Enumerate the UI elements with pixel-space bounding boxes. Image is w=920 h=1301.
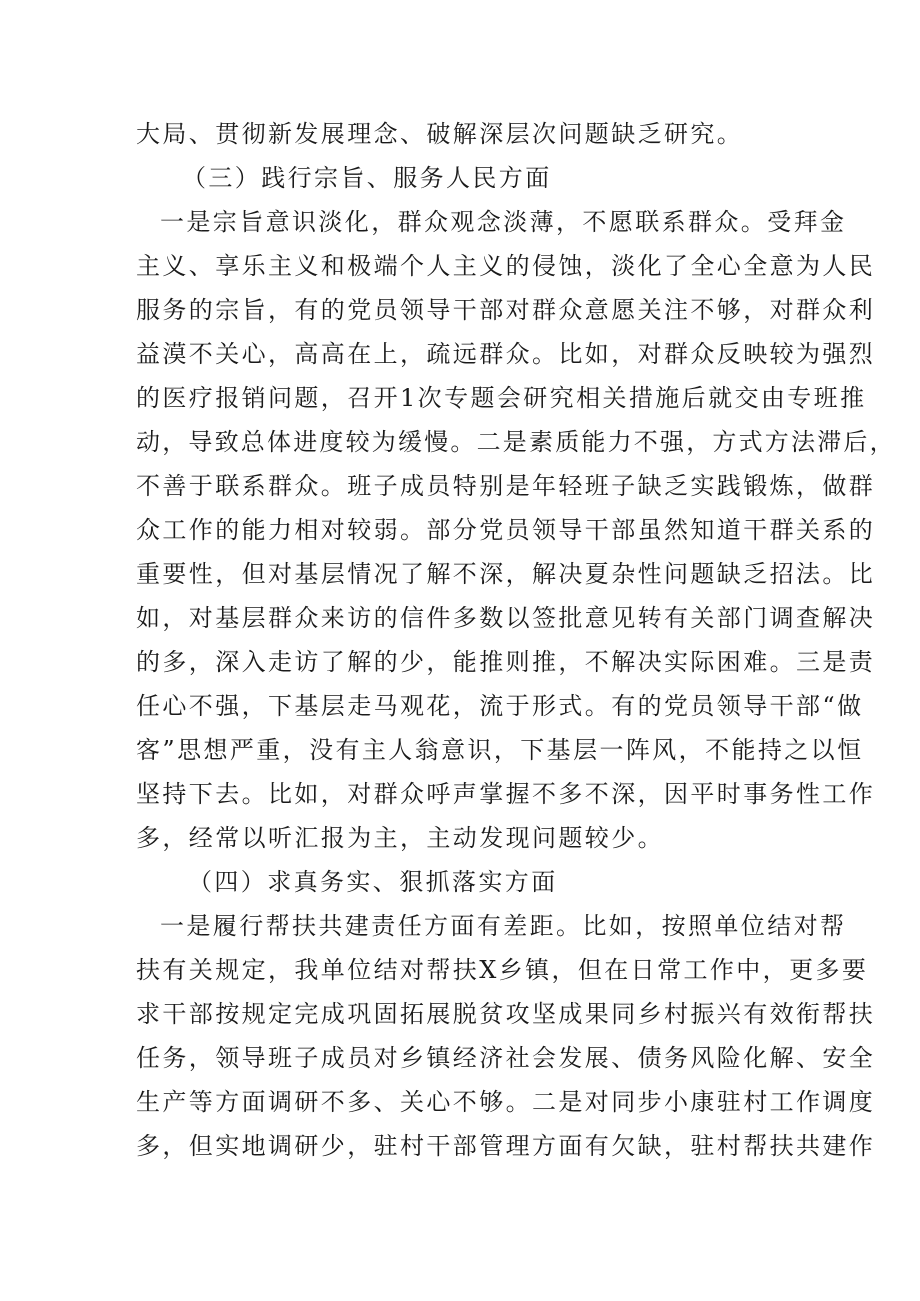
text-line: 生产等方面调研不多、关心不够。二是对同步小康驻村工作调度 bbox=[136, 1088, 876, 1116]
text-line: 多，但实地调研少，驻村干部管理方面有欠缺，驻村帮扶共建作 bbox=[136, 1132, 876, 1160]
section-heading: （三）践行宗旨、服务人民方面 bbox=[182, 164, 552, 192]
text-line: 益漠不关心，高高在上，疏远群众。比如，对群众反映较为强烈 bbox=[136, 340, 876, 368]
text-line: 重要性，但对基层情况了解不深，解决夏杂性问题缺乏招法。比 bbox=[136, 560, 876, 588]
text-line: 扶有关规定，我单位结对帮扶X乡镇，但在日常工作中，更多要 bbox=[136, 956, 869, 984]
text-line: 客”思想严重，没有主人翁意识，下基层一阵风，不能持之以恒 bbox=[136, 736, 864, 764]
text-line: 求干部按规定完成巩固拓展脱贫攻坚成果同乡村振兴有效衔帮扶 bbox=[136, 1000, 876, 1028]
text-line: 服务的宗旨，有的党员领导干部对群众意愿关注不够，对群众利 bbox=[136, 296, 876, 324]
section-heading: （四）求真务实、狠抓落实方面 bbox=[188, 868, 558, 896]
text-line: 不善于联系群众。班子成员特别是年轻班子缺乏实践锻炼，做群 bbox=[136, 472, 876, 500]
text-line: 动，导致总体进度较为缓慢。二是素质能力不强，方式方法滞后， bbox=[136, 428, 896, 456]
text-line: 如，对基层群众来访的信件多数以签批意见转有关部门调查解决 bbox=[136, 604, 876, 632]
text-line: 主义、享乐主义和极端个人主义的侵蚀，淡化了全心全意为人民 bbox=[136, 252, 876, 280]
text-line: 的多，深入走访了解的少，能推则推，不解决实际困难。三是责 bbox=[136, 648, 876, 676]
text-line: 大局、贯彻新发展理念、破解深层次问题缺乏研究。 bbox=[136, 120, 744, 148]
text-line: 多，经常以听汇报为主，主动发现问题较少。 bbox=[136, 824, 664, 852]
text-line: 的医疗报销问题，召开1次专题会研究相关措施后就交由专班推 bbox=[136, 384, 867, 412]
text-line: 众工作的能力相对较弱。部分党员领导干部虽然知道干群关系的 bbox=[136, 516, 876, 544]
text-line: 任心不强，下基层走马观花，流于形式。有的党员领导干部“做 bbox=[136, 692, 864, 720]
text-line: 任务，领导班子成员对乡镇经济社会发展、债务风险化解、安全 bbox=[136, 1044, 876, 1072]
text-line: 一是宗旨意识淡化，群众观念淡薄，不愿联系群众。受拜金 bbox=[160, 208, 847, 236]
text-line: 一是履行帮扶共建责任方面有差距。比如，按照单位结对帮 bbox=[160, 912, 847, 940]
text-line: 坚持下去。比如，对群众呼声掌握不多不深，因平时事务性工作 bbox=[136, 780, 876, 808]
